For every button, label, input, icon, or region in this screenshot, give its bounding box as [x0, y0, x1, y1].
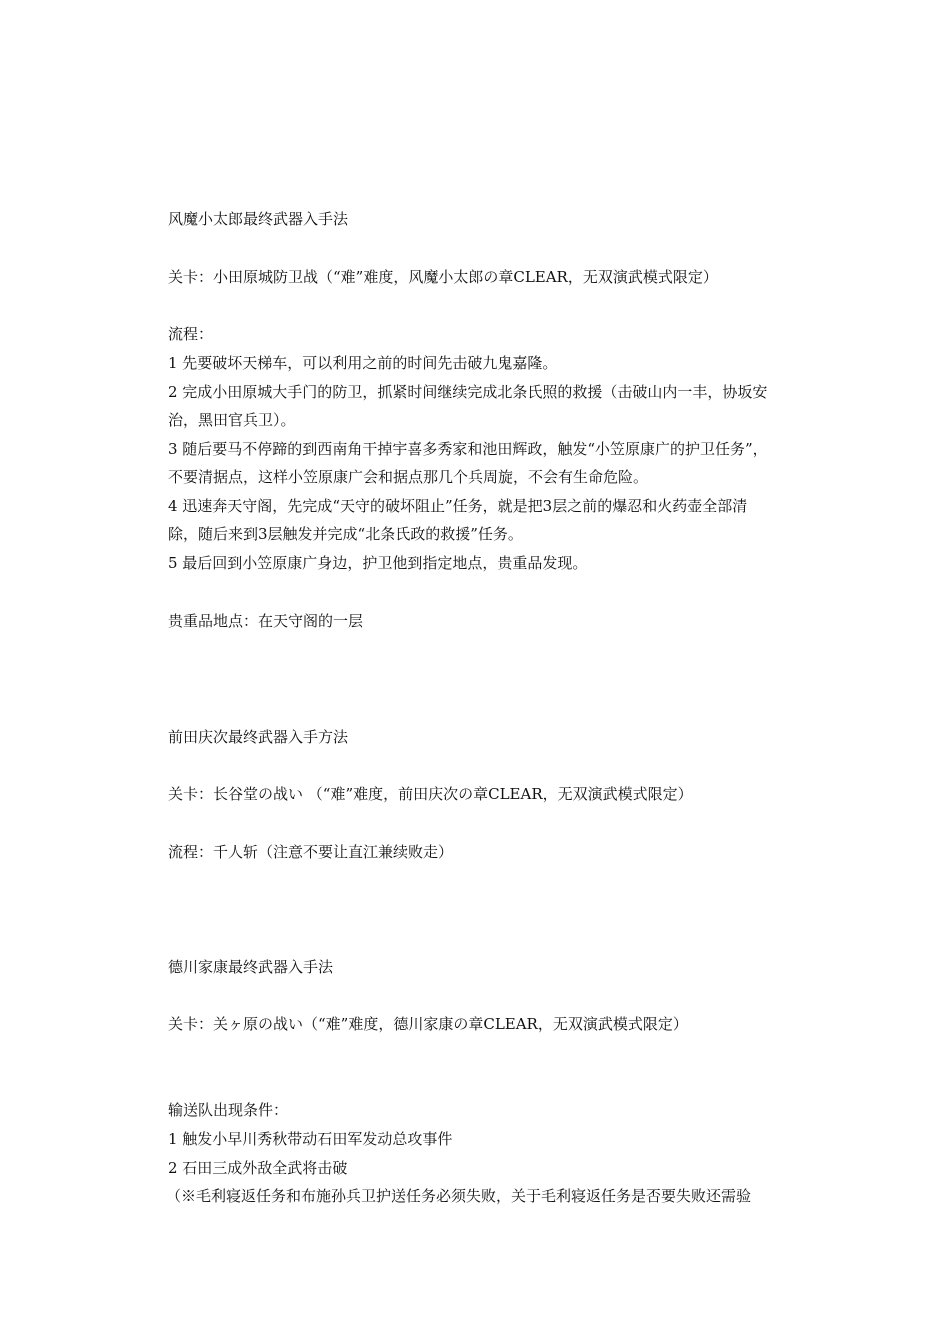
- document-page: [168, 0, 838, 1344]
- flow-step-2: 2 完成小田原城大手门的防卫，抓紧时间继续完成北条氏照的救援（击破山内一丰，协坂安: [168, 383, 768, 401]
- stage-info-keiji: 关卡：长谷堂の战い （“难”难度，前田庆次の章CLEAR，无双演武模式限定）: [168, 785, 693, 803]
- convoy-condition-2: 2 石田三成外敌全武将击破: [168, 1159, 348, 1177]
- section-title-fuma: 风魔小太郎最终武器入手法: [168, 210, 349, 228]
- section-title-ieyasu: 德川家康最终武器入手法: [168, 958, 334, 976]
- convoy-note: （※毛利寝返任务和布施孙兵卫护送任务必须失败，关于毛利寝返任务是否要失败还需验: [166, 1187, 752, 1205]
- treasure-location-fuma: 贵重品地点：在天守阁的一层: [168, 612, 364, 630]
- flow-step-5: 5 最后回到小笠原康广身边，护卫他到指定地点，贵重品发现。: [168, 554, 588, 572]
- section-title-keiji: 前田庆次最终武器入手方法: [168, 728, 349, 746]
- convoy-label: 输送队出现条件：: [168, 1101, 289, 1119]
- stage-info-ieyasu: 关卡：关ヶ原の战い（“难”难度，德川家康の章CLEAR，无双演武模式限定）: [168, 1015, 688, 1033]
- convoy-condition-1: 1 触发小早川秀秋带动石田军发动总攻事件: [168, 1130, 453, 1148]
- flow-step-3: 3 随后要马不停蹄的到西南角干掉宇喜多秀家和池田辉政，触发“小笠原康广的护卫任务”，: [168, 440, 768, 458]
- flow-keiji: 流程：千人斩（注意不要让直江兼续败走）: [168, 843, 454, 861]
- stage-info-fuma: 关卡：小田原城防卫战（“难”难度，风魔小太郎の章CLEAR，无双演武模式限定）: [168, 268, 718, 286]
- flow-step-4: 4 迅速奔天守阁，先完成“天守的破坏阻止”任务，就是把3层之前的爆忍和火药壶全部清: [168, 497, 748, 515]
- flow-step-2-cont: 治，黑田官兵卫）。: [168, 411, 296, 429]
- flow-step-3-cont: 不要清据点，这样小笠原康广会和据点那几个兵周旋，不会有生命危险。: [168, 468, 649, 486]
- flow-label-fuma: 流程：: [168, 325, 214, 343]
- flow-step-1: 1 先要破坏天梯车，可以利用之前的时间先击破九鬼嘉隆。: [168, 354, 558, 372]
- flow-step-4-cont: 除，随后来到3层触发并完成“北条氏政的救援”任务。: [168, 525, 523, 543]
